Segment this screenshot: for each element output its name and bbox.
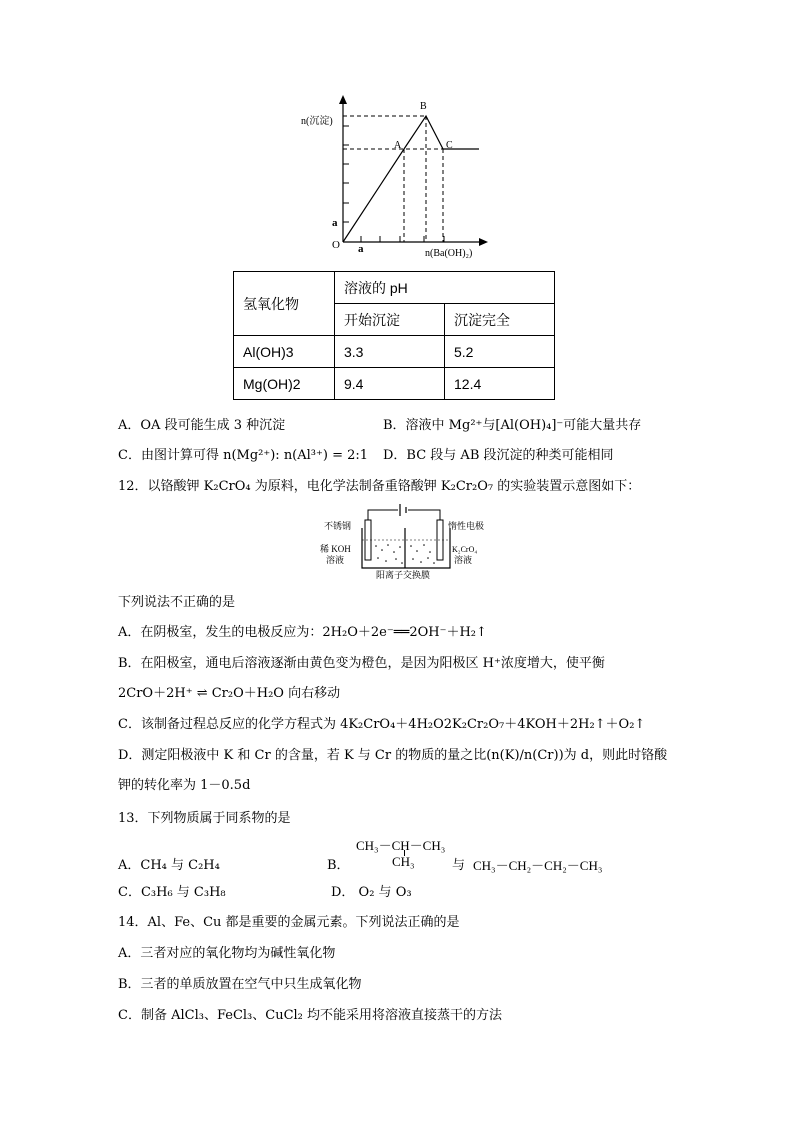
q14-option-c: C．制备 AlCl₃、FeCl₃、CuCl₂ 均不能采用将溶液直接蒸干的方法 — [118, 1008, 503, 1023]
q13-option-b-branch: CH₃ — [392, 854, 415, 869]
q12-option-d-line1: D．测定阳极液中 K 和 Cr 的含量，若 K 与 Cr 的物质的量之比(n(K)/n(Cr))为 d，则此时铬酸 — [118, 748, 668, 763]
table-row — [234, 336, 555, 368]
x-axis-arrow — [479, 238, 488, 246]
koh-label-2: 溶液 — [326, 555, 345, 565]
q13-option-b-chain-top: CH₃－CH－CH₃ — [356, 838, 446, 853]
q12-option-a: A．在阴极室，发生的电极反应为：2H₂O＋2e⁻══2OH⁻＋H₂↑ — [118, 625, 487, 640]
precipitate-graph — [296, 92, 496, 262]
q13-option-c: C．C₃H₆ 与 C₃H₈ — [118, 885, 226, 900]
header-hydroxide: 氢氧化物 — [234, 272, 335, 336]
q13-stem: 13．下列物质属于同系物的是 — [118, 811, 291, 826]
q13-option-a: A．CH₄ 与 C₂H₄ — [118, 858, 220, 873]
row-complete: 12.4 — [445, 368, 555, 400]
y-axis-arrow — [339, 95, 347, 104]
k2cro4-label-2: 溶液 — [454, 555, 473, 565]
q12-option-d-line2: 钾的转化率为 1－0.5d — [118, 778, 251, 793]
q11-option-b: B．溶液中 Mg²⁺与[Al(OH)₄]⁻可能大量共存 — [383, 418, 642, 433]
point-b-label: B — [420, 101, 427, 112]
membrane-label: 阳离子交换膜 — [376, 570, 431, 580]
row-name: Al(OH)3 — [234, 336, 335, 368]
x-tick-a-label: a — [358, 243, 364, 255]
ph-table — [233, 271, 555, 400]
row-start: 9.4 — [335, 368, 445, 400]
q14-option-a: A．三者对应的氧化物均为碱性氧化物 — [118, 946, 336, 961]
row-name: Mg(OH)2 — [234, 368, 335, 400]
q11-option-d: D．BC 段与 AB 段沉淀的种类可能相同 — [383, 448, 614, 463]
y-tick-a-label: a — [332, 217, 338, 229]
q12-option-b-line1: B．在阳极室，通电后溶液逐渐由黄色变为橙色，是因为阳极区 H⁺浓度增大，使平衡 — [118, 656, 605, 671]
header-complete: 沉淀完全 — [445, 304, 555, 336]
point-a-label: A — [394, 140, 402, 151]
q13-option-d: D． O₂ 与 O₃ — [331, 885, 412, 900]
origin-label: O — [332, 239, 340, 251]
header-start: 开始沉淀 — [335, 304, 445, 336]
q11-option-a: A．OA 段可能生成 3 种沉淀 — [118, 418, 286, 433]
y-axis-label: n(沉淀) — [301, 116, 333, 127]
q14-stem: 14．Al、Fe、Cu 都是重要的金属元素。下列说法正确的是 — [118, 915, 460, 930]
row-start: 3.3 — [335, 336, 445, 368]
q12-option-c: C．该制备过程总反应的化学方程式为 4K₂CrO₄＋4H₂O2K₂Cr₂O₇＋4KOH＋2H₂↑＋O₂↑ — [118, 717, 646, 732]
q12-stem: 12．以铬酸钾 K₂CrO₄ 为原料，电化学法制备重铬酸钾 K₂Cr₂O₇ 的实验装置示意图如下： — [118, 479, 641, 494]
q14-option-b: B．三者的单质放置在空气中只生成氧化物 — [118, 977, 362, 992]
steel-label: 不锈钢 — [324, 521, 352, 531]
row-complete: 5.2 — [445, 336, 555, 368]
x-axis-label: n(Ba(OH)₂) — [425, 248, 473, 259]
q13-option-b-other: CH₃－CH₂－CH₂－CH₃ — [473, 858, 603, 873]
inert-label: 惰性电极 — [448, 521, 485, 531]
koh-label-1: 稀 KOH — [320, 544, 351, 554]
q11-option-c: C．由图计算可得 n(Mg²⁺): n(Al³⁺) = 2:1 — [118, 448, 369, 463]
precipitate-curve — [343, 116, 479, 242]
table-row — [234, 368, 555, 400]
q13-option-b-with: 与 — [452, 858, 466, 873]
header-ph: 溶液的 pH — [335, 272, 555, 304]
q13-option-b-label: B． — [327, 858, 350, 873]
electrolysis-diagram — [316, 500, 486, 580]
q12-prompt: 下列说法不正确的是 — [118, 595, 236, 610]
point-c-label: C — [446, 140, 453, 151]
q12-option-b-line2: 2CrO＋2H⁺ ⇌ Cr₂O＋H₂O 向右移动 — [118, 686, 341, 701]
k2cro4-label-1: K₂CrO₄ — [452, 545, 478, 554]
